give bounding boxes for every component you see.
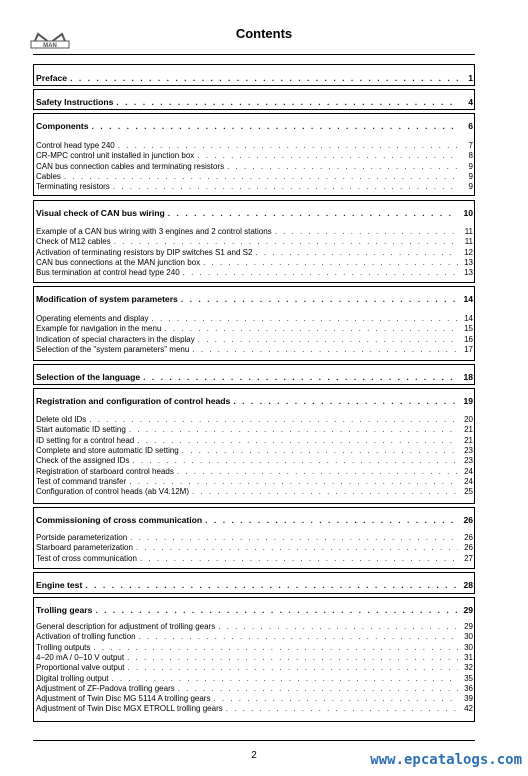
dot-leader	[139, 632, 458, 642]
toc-entry[interactable]	[36, 477, 473, 487]
dot-leader	[164, 324, 458, 334]
entry-title: General description for adjustment of trolling gears	[36, 622, 216, 631]
toc-section-heading[interactable]	[36, 208, 473, 218]
entry-title: ID setting for a control head	[36, 436, 135, 445]
entry-title: Configuration of control heads (ab V4.12M)	[36, 487, 189, 496]
dot-leader	[92, 121, 458, 131]
page-ref: 14	[464, 314, 473, 323]
toc-entry[interactable]	[36, 704, 473, 714]
dot-leader	[85, 580, 458, 590]
page-title: Contents	[235, 26, 293, 41]
page-ref: 10	[463, 208, 473, 218]
dot-leader	[140, 554, 458, 564]
entry-title: CR-MPC control unit installed in junction box	[36, 151, 195, 160]
toc-entry[interactable]	[36, 425, 473, 435]
page-ref: 26	[464, 533, 473, 542]
toc-entry[interactable]	[36, 554, 473, 564]
toc-entry[interactable]	[36, 446, 473, 456]
toc-entry[interactable]	[36, 141, 473, 151]
page-ref: 8	[468, 151, 473, 160]
page-ref: 21	[464, 436, 473, 445]
toc-entry[interactable]	[36, 436, 473, 446]
entry-title: Adjustment of Twin Disc MGX ETROLL trolling gears	[36, 704, 223, 713]
dot-leader	[178, 684, 458, 694]
dot-leader	[116, 97, 458, 107]
toc-entry[interactable]	[36, 324, 473, 334]
toc-entry[interactable]	[36, 643, 473, 653]
entry-title: Complete and store automatic ID setting	[36, 446, 179, 455]
entry-title: CAN bus connection cables and terminating resistors	[36, 162, 225, 171]
logo-text: MAN	[43, 43, 57, 49]
page-ref: 20	[464, 415, 473, 424]
toc-section-heading[interactable]	[36, 372, 473, 382]
entry-title: Bus termination at control head type 240	[36, 268, 180, 277]
dot-leader	[129, 425, 458, 435]
page-ref: 36	[464, 684, 473, 693]
page-ref: 31	[464, 653, 473, 662]
toc-entry[interactable]	[36, 684, 473, 694]
dot-leader	[168, 208, 458, 218]
toc-entry[interactable]	[36, 151, 473, 161]
dot-leader	[218, 622, 458, 632]
dot-leader	[183, 268, 458, 278]
dot-leader	[137, 436, 458, 446]
page-ref: 26	[463, 515, 473, 525]
toc-section-heading[interactable]	[36, 515, 473, 525]
entry-title: Delete old IDs	[36, 415, 87, 424]
toc-entry[interactable]	[36, 632, 473, 642]
page-ref: 32	[464, 663, 473, 672]
dot-leader	[152, 314, 458, 324]
dot-leader	[213, 694, 458, 704]
dot-leader	[64, 172, 458, 182]
page-ref: 7	[468, 141, 473, 150]
toc-entry[interactable]	[36, 345, 473, 355]
toc-entry[interactable]	[36, 335, 473, 345]
page-ref: 29	[463, 605, 473, 615]
entry-title: Terminating resistors	[36, 182, 110, 191]
toc-entry[interactable]	[36, 487, 473, 497]
page-ref: 30	[464, 643, 473, 652]
dot-leader	[130, 533, 458, 543]
page-ref: 24	[464, 477, 473, 486]
toc-section-heading[interactable]	[36, 396, 473, 406]
dot-leader	[111, 674, 458, 684]
dot-leader	[143, 372, 458, 382]
page-ref: 16	[464, 335, 473, 344]
page-ref: 13	[464, 258, 473, 267]
page-ref: 23	[464, 446, 473, 455]
page-number: 2	[251, 750, 257, 761]
toc-section-heading[interactable]	[36, 73, 473, 83]
entry-title: Starboard parameterization	[36, 543, 133, 552]
page-ref: 19	[463, 396, 473, 406]
page-ref: 24	[464, 467, 473, 476]
entry-title: Indication of special characters in the display	[36, 335, 195, 344]
dot-leader	[132, 456, 458, 466]
section-title: Components	[36, 121, 89, 131]
dot-leader	[203, 258, 458, 268]
section-title: Modification of system parameters	[36, 294, 178, 304]
dot-leader	[182, 446, 458, 456]
page-ref: 30	[464, 632, 473, 641]
entry-title: Test of command transfer	[36, 477, 127, 486]
bottom-divider	[33, 740, 475, 741]
toc-section-heading[interactable]	[36, 294, 473, 304]
page-ref: 29	[464, 622, 473, 631]
page-ref: 9	[468, 172, 473, 181]
dot-leader	[118, 141, 458, 151]
entry-title: Registration of starboard control heads	[36, 467, 174, 476]
toc-entry[interactable]	[36, 162, 473, 172]
page-ref: 6	[468, 121, 473, 131]
dot-leader	[95, 605, 458, 615]
page-ref: 26	[464, 543, 473, 552]
entry-title: Adjustment of Twin Disc MG 5114 A trolling gears	[36, 694, 211, 703]
watermark: www.epcatalogs.com	[370, 752, 522, 768]
toc-entry[interactable]	[36, 456, 473, 466]
section-title: Commissioning of cross communication	[36, 515, 203, 525]
dot-leader	[205, 515, 458, 525]
page-ref: 27	[464, 554, 473, 563]
entry-title: Portside parameterization	[36, 533, 128, 542]
section-title: Trolling gears	[36, 605, 93, 615]
dot-leader	[181, 294, 458, 304]
dot-leader	[275, 227, 458, 237]
page-ref: 17	[464, 345, 473, 354]
toc-entry[interactable]	[36, 415, 473, 425]
entry-title: CAN bus connections at the MAN junction box	[36, 258, 201, 267]
dot-leader	[198, 335, 458, 345]
toc-entry[interactable]	[36, 467, 473, 477]
page-ref: 13	[464, 268, 473, 277]
entry-title: Check of M12 cables	[36, 237, 111, 246]
entry-title: Proportional valve output	[36, 663, 125, 672]
dot-leader	[192, 345, 458, 355]
toc-entry[interactable]	[36, 258, 473, 268]
page-ref: 39	[464, 694, 473, 703]
section-title: Visual check of CAN bus wiring	[36, 208, 165, 218]
page-ref: 4	[468, 97, 473, 107]
toc-entry[interactable]	[36, 314, 473, 324]
toc-entry[interactable]	[36, 172, 473, 182]
toc-entry[interactable]	[36, 543, 473, 553]
page-ref: 11	[464, 237, 473, 246]
toc-entry[interactable]	[36, 674, 473, 684]
dot-leader	[227, 162, 458, 172]
toc-entry[interactable]	[36, 653, 473, 663]
entry-title: Selection of the "system parameters" menu	[36, 345, 190, 354]
page-ref: 14	[463, 294, 473, 304]
entry-title: Start automatic ID setting	[36, 425, 126, 434]
page-ref: 25	[464, 487, 473, 496]
entry-title: Trolling outputs	[36, 643, 91, 652]
page-ref: 42	[464, 704, 473, 713]
dot-leader	[226, 704, 458, 714]
dot-leader	[129, 477, 458, 487]
section-title: Selection of the language	[36, 372, 141, 382]
entry-title: Activation of trolling function	[36, 632, 136, 641]
entry-title: Control head type 240	[36, 141, 115, 150]
page-ref: 9	[468, 182, 473, 191]
dot-leader	[127, 653, 458, 663]
page-ref: 18	[463, 372, 473, 382]
toc-entry[interactable]	[36, 622, 473, 632]
entry-title: Adjustment of ZF-Padova trolling gears	[36, 684, 175, 693]
dot-leader	[89, 415, 458, 425]
dot-leader	[114, 237, 458, 247]
entry-title: Operating elements and display	[36, 314, 149, 323]
dot-leader	[177, 467, 458, 477]
page-ref: 9	[468, 162, 473, 171]
section-title: Engine test	[36, 580, 83, 590]
dot-leader	[128, 663, 459, 673]
entry-title: Example of a CAN bus wiring with 3 engines and 2 control stations	[36, 227, 272, 236]
dot-leader	[136, 543, 458, 553]
toc-entry[interactable]	[36, 248, 473, 258]
section-title: Registration and configuration of control heads	[36, 396, 231, 406]
dot-leader	[255, 248, 458, 258]
section-title: Preface	[36, 73, 68, 83]
page-ref: 28	[463, 580, 473, 590]
dot-leader	[93, 643, 458, 653]
dot-leader	[70, 73, 458, 83]
page-ref: 11	[464, 227, 473, 236]
toc-section-heading[interactable]	[36, 580, 473, 590]
page-ref: 1	[468, 73, 473, 83]
page-ref: 35	[464, 674, 473, 683]
toc-entry[interactable]	[36, 227, 473, 237]
entry-title: Activation of terminating resistors by DIP switches S1 and S2	[36, 248, 253, 257]
page-ref: 12	[464, 248, 473, 257]
toc-entry[interactable]	[36, 694, 473, 704]
entry-title: Cables	[36, 172, 61, 181]
toc-section-heading[interactable]	[36, 121, 473, 131]
toc-section-heading[interactable]	[36, 605, 473, 615]
dot-leader	[233, 396, 458, 406]
dot-leader	[197, 151, 458, 161]
entry-title: Example for navigation in the menu	[36, 324, 162, 333]
entry-title: Check of the assigned IDs	[36, 456, 130, 465]
entry-title: Digital trolling output	[36, 674, 109, 683]
page-ref: 21	[464, 425, 473, 434]
entry-title: 4–20 mA / 0–10 V output	[36, 653, 125, 662]
section-title: Safety Instructions	[36, 97, 114, 107]
toc-entry[interactable]	[36, 533, 473, 543]
dot-leader	[192, 487, 458, 497]
toc-entry[interactable]	[36, 182, 473, 192]
toc-section-heading[interactable]	[36, 97, 473, 107]
page-ref: 15	[464, 324, 473, 333]
toc-entry[interactable]	[36, 663, 473, 673]
dot-leader	[113, 182, 458, 192]
toc-entry[interactable]	[36, 237, 473, 247]
page-ref: 23	[464, 456, 473, 465]
entry-title: Test of cross communication	[36, 554, 137, 563]
toc-entry[interactable]	[36, 268, 473, 278]
